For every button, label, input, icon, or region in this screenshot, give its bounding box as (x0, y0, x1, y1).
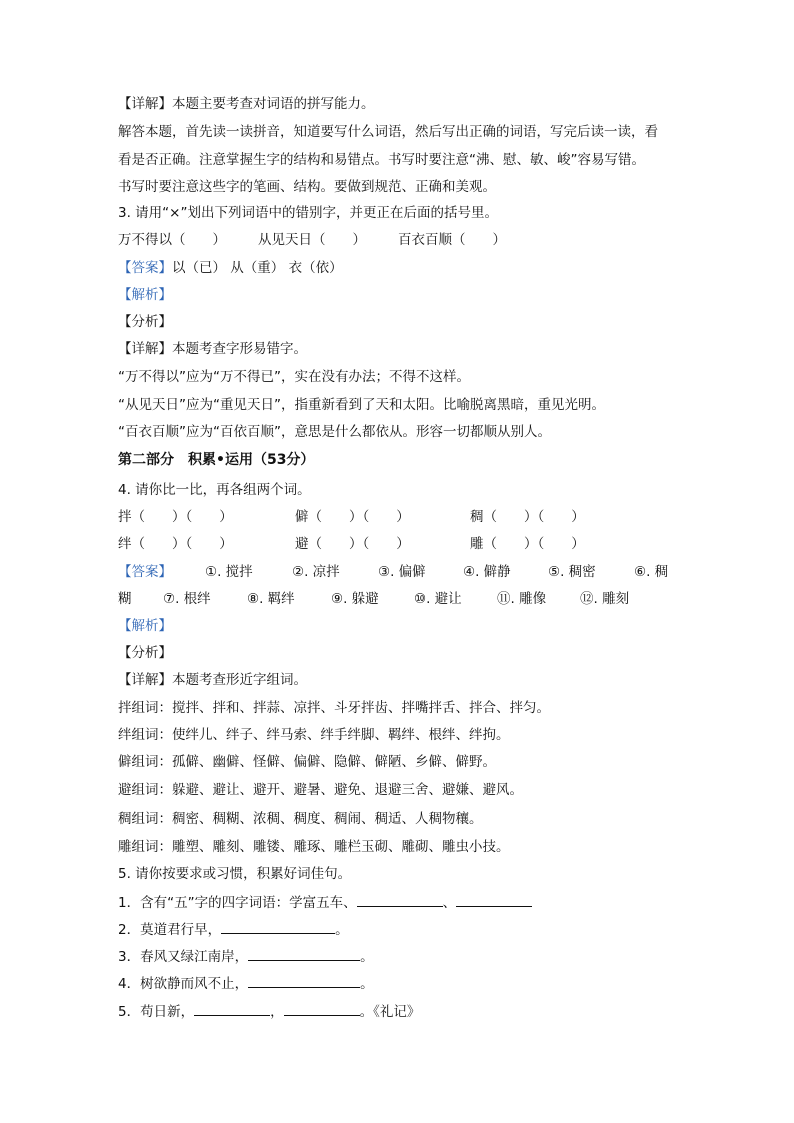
q3-detail: 【详解】本题考查字形易错字。 (118, 341, 307, 357)
q4-fenxi: 【分析】 (118, 645, 172, 661)
q3-answer (118, 258, 343, 278)
q4-ans-9: ⑨. 躲避 (331, 591, 379, 607)
q3-item-3: 百衣百顺（ ） (398, 232, 506, 248)
q3-item-1: 万不得以（ ） (118, 232, 226, 248)
group-pi: 僻组词：孤僻、幽僻、怪僻、偏僻、隐僻、僻陋、乡僻、僻野。 (118, 754, 496, 770)
answer-blank[interactable] (248, 946, 360, 961)
line-detail-3: 看是否正确。注意掌握生字的结构和易错点。书写时要注意“沸、慰、敏、峻”容易写错。 (118, 152, 645, 168)
q4-ans-2: ②. 凉拌 (292, 564, 340, 580)
answer-blank[interactable] (456, 892, 532, 907)
answer-blank[interactable] (194, 1001, 270, 1016)
answer-blank[interactable] (357, 892, 443, 907)
q4-ans-11: ⑪. 雕像 (497, 591, 547, 607)
q4-ans-10: ⑩. 避让 (414, 591, 462, 607)
q4-ans-1: ①. 搅拌 (205, 564, 253, 580)
answer-blank[interactable] (221, 919, 335, 934)
section-title: 第二部分 积累•运用（53分） (118, 452, 315, 468)
group-diao: 雕组词：雕塑、雕刻、雕镂、雕琢、雕栏玉砌、雕砌、雕虫小技。 (118, 839, 510, 855)
q5-2-text: 2．莫道君行早， (118, 922, 222, 938)
line-detail-1: 【详解】本题主要考查对词语的拼写能力。 (118, 96, 375, 112)
q4-ans-5: ⑤. 稠密 (548, 564, 596, 580)
q5-3-text: 3．春风又绿江南岸， (118, 949, 249, 965)
q4-row2-a: 绊（ ）（ ） (118, 536, 233, 552)
q4-ans-8: ⑧. 羁绊 (247, 591, 295, 607)
q3-explain-1: “万不得以”应为“万不得已”，实在没有办法；不得不这样。 (118, 369, 470, 385)
line-detail-4: 书写时要注意这些字的笔画、结构。要做到规范、正确和美观。 (118, 179, 496, 195)
q4-ans-12: ⑫. 雕刻 (580, 591, 630, 607)
q4-ans-4: ④. 僻静 (463, 564, 511, 580)
q4-ans-3: ③. 偏僻 (378, 564, 426, 580)
q4-answer-tag: 【答案】 (118, 564, 172, 580)
q4-ans-6: ⑥. 稠 (634, 564, 669, 580)
group-bi: 避组词：躲避、避让、避开、避暑、避免、退避三舍、避嫌、避风。 (118, 782, 523, 798)
q4-row1-c: 稠（ ）（ ） (470, 509, 585, 525)
group-ban2: 绊组词：使绊儿、绊子、绊马索、绊手绊脚、羁绊、根绊、绊拘。 (118, 727, 510, 743)
group-ban: 拌组词：搅拌、拌和、拌蒜、凉拌、斗牙拌齿、拌嘴拌舌、拌合、拌匀。 (118, 700, 550, 716)
q4-row2-c: 雕（ ）（ ） (470, 536, 585, 552)
q4-detail: 【详解】本题考查形近字组词。 (118, 672, 307, 688)
q5-5-text: 5．苟日新， (118, 1004, 195, 1020)
q4-row1-b: 僻（ ）（ ） (295, 509, 410, 525)
answer-blank[interactable] (248, 973, 360, 988)
answer-blank[interactable] (284, 1001, 360, 1016)
q5-item-2 (118, 919, 349, 940)
question-3: 3. 请用“×”划出下列词语中的错别字，并更正在后面的括号里。 (118, 205, 498, 221)
group-chou: 稠组词：稠密、稠糊、浓稠、稠度、稠闹、稠适、人稠物穰。 (118, 811, 483, 827)
q3-fenxi: 【分析】 (118, 314, 172, 330)
q4-jiexi: 【解析】 (118, 618, 172, 634)
q4-row2-b: 避（ ）（ ） (295, 536, 410, 552)
q4-ans-7: ⑦. 根绊 (163, 591, 211, 607)
q3-explain-3: “百衣百顺”应为“百依百顺”，意思是什么都依从。形容一切都顺从别人。 (118, 424, 551, 440)
q5-item-5 (118, 1001, 420, 1022)
q3-explain-2: “从见天日”应为“重见天日”，指重新看到了天和太阳。比喻脱离黑暗，重见光明。 (118, 397, 605, 413)
line-detail-2: 解答本题，首先读一读拼音，知道要写什么词语，然后写出正确的词语，写完后读一读，看 (118, 124, 658, 140)
question-4: 4. 请你比一比，再各组两个词。 (118, 482, 311, 498)
q5-item-4 (118, 973, 374, 994)
q5-4-end: 。 (360, 976, 374, 992)
q3-item-2: 从见天日（ ） (258, 232, 366, 248)
q3-jiexi: 【解析】 (118, 287, 172, 303)
q5-1-text: 1．含有“五”字的四字词语：学富五车、 (118, 895, 357, 911)
answer-tag: 【答案】 (118, 260, 172, 276)
q5-2-end: 。 (335, 922, 349, 938)
answer-text: 以（已） 从（重） 衣（依） (172, 260, 343, 276)
q5-1-sep: 、 (442, 895, 457, 911)
question-5: 5. 请你按要求或习惯，积累好词佳句。 (118, 866, 352, 882)
q5-3-end: 。 (360, 949, 374, 965)
q5-item-3 (118, 946, 374, 967)
q4-ans-6-cont: 糊 (118, 591, 132, 607)
q5-5-end: 。《礼记》 (359, 1004, 421, 1020)
q5-4-text: 4．树欲静而风不止， (118, 976, 249, 992)
q5-item-1 (118, 892, 532, 913)
q4-row1-a: 拌（ ）（ ） (118, 509, 233, 525)
q5-5-sep: ， (270, 1004, 284, 1020)
